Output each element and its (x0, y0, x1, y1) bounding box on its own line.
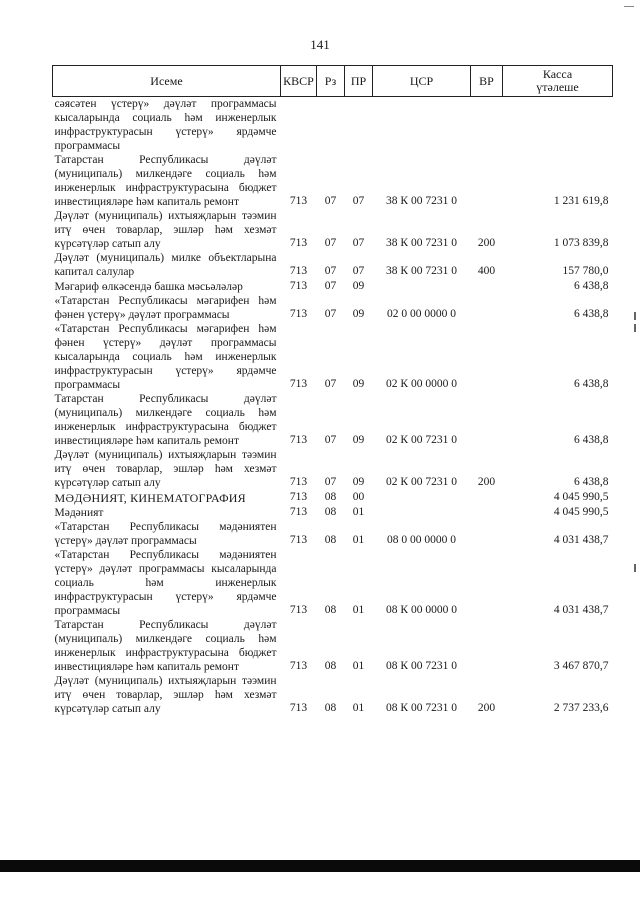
row-csr-cell: 02 0 00 0000 0 (387, 308, 456, 320)
row-kvsr-cell: 713 (289, 660, 308, 672)
row-rz-cell: 07 (324, 280, 337, 292)
table-row (53, 505, 613, 520)
row-rz-cell: 08 (324, 702, 337, 714)
budget-execution-table (52, 65, 613, 716)
row-rz-cell (317, 97, 345, 154)
row-pr-cell: 01 (352, 506, 365, 518)
header-amount (503, 66, 613, 97)
row-rz-cell: 07 (324, 237, 337, 249)
row-amount-cell: 6 438,8 (574, 434, 609, 446)
row-csr-cell (373, 97, 471, 154)
row-pr-cell: 00 (352, 491, 365, 503)
row-amount-cell: 6 438,8 (574, 378, 609, 390)
scan-edge-mark (634, 324, 636, 332)
row-kvsr-cell (281, 97, 317, 154)
row-pr-cell: 09 (352, 280, 365, 292)
row-vr-cell: 200 (477, 237, 496, 249)
row-csr-cell (373, 505, 471, 520)
row-rz-cell: 08 (324, 604, 337, 616)
row-name-cell: МӘДӘНИЯТ, КИНЕМАТОГРАФИЯ (54, 491, 246, 505)
row-name-cell: Татарстан Республикасы дәүләт (муниципаль) милкендәге социаль һәм инженерлык инфраструктурасына бюджет инвестицияләре һәм капиталь ремонт (54, 393, 277, 447)
row-amount-cell: 1 231 619,8 (553, 195, 609, 207)
row-vr-cell (471, 279, 503, 294)
header-amount-line2: үтәлеше (536, 80, 579, 94)
row-vr-cell (471, 520, 503, 548)
table-row (53, 322, 613, 392)
row-kvsr-cell: 713 (289, 491, 308, 503)
row-amount-cell (503, 97, 613, 154)
row-kvsr-cell: 713 (289, 506, 308, 518)
row-rz-cell: 07 (324, 378, 337, 390)
row-csr-cell: 02 К 00 0000 0 (386, 378, 457, 390)
row-name-cell: Татарстан Республикасы дәүләт (муниципаль) милкендәге социаль һәм инженерлык инфраструктурасына бюджет инвестицияләре һәм капиталь ремонт (54, 619, 277, 673)
row-kvsr-cell: 713 (289, 195, 308, 207)
row-name-cell: «Татарстан Республикасы мәдәниятен үстерү» дәүләт программасы кысаларында социаль һәм инженерлык инфраструктурасын үстерү» ярдәмче программасы (54, 549, 277, 617)
row-rz-cell: 08 (324, 534, 337, 546)
row-csr-cell: 38 К 00 7231 0 (386, 195, 457, 207)
row-kvsr-cell: 713 (289, 265, 308, 277)
scan-bottom-border (0, 860, 640, 872)
row-kvsr-cell: 713 (289, 308, 308, 320)
row-csr-cell: 08 К 00 7231 0 (386, 702, 457, 714)
table-row (53, 490, 613, 505)
row-kvsr-cell: 713 (289, 237, 308, 249)
row-amount-cell: 3 467 870,7 (553, 660, 609, 672)
header-rz: Рз (317, 66, 345, 97)
row-csr-cell: 38 К 00 7231 0 (386, 237, 457, 249)
row-amount-cell: 4 045 990,5 (553, 506, 609, 518)
row-amount-cell: 4 031 438,7 (553, 534, 609, 546)
row-csr-cell: 08 К 00 7231 0 (386, 660, 457, 672)
table-row (53, 448, 613, 490)
table-header (53, 66, 613, 97)
row-vr-cell (471, 505, 503, 520)
row-pr-cell: 09 (352, 308, 365, 320)
row-amount-cell: 157 780,0 (562, 265, 609, 277)
row-vr-cell: 400 (477, 265, 496, 277)
row-rz-cell: 07 (324, 265, 337, 277)
row-kvsr-cell: 713 (289, 702, 308, 714)
table-row (53, 294, 613, 322)
row-kvsr-cell: 713 (289, 280, 308, 292)
row-kvsr-cell: 713 (289, 378, 308, 390)
row-amount-cell: 4 031 438,7 (553, 604, 609, 616)
header-vr: ВР (471, 66, 503, 97)
row-kvsr-cell: 713 (289, 534, 308, 546)
row-kvsr-cell: 713 (289, 476, 308, 488)
row-vr-cell (471, 322, 503, 392)
row-name-cell: «Татарстан Республикасы мәдәниятен үстерү» дәүләт программасы (54, 521, 277, 547)
row-rz-cell: 07 (324, 195, 337, 207)
row-pr-cell: 07 (352, 265, 365, 277)
header-name: Исеме (53, 66, 281, 97)
scan-corner-mark (624, 6, 634, 7)
row-name-cell: сәясәтен үстерү» дәүләт программасы кысаларында социаль һәм инженерлык инфраструктурасын үстерү» ярдәмче программасы (54, 98, 277, 152)
row-vr-cell (471, 392, 503, 448)
row-name-cell: Татарстан Республикасы дәүләт (муниципаль) милкендәге социаль һәм инженерлык инфраструктурасына бюджет инвестицияләре һәм капиталь ремонт (54, 154, 277, 208)
row-pr-cell: 01 (352, 702, 365, 714)
header-amount-line1: Касса (542, 67, 573, 81)
table-row (53, 97, 613, 154)
row-vr-cell (471, 618, 503, 674)
row-name-cell: Дәүләт (муниципаль) ихтыяҗларын тәэмин итү өчен товарлар, эшләр һәм хезмәт күрсәтүләр сатып алу (54, 675, 277, 715)
row-name-cell: «Татарстан Республикасы мәгарифен һәм фәнен үстерү» дәүләт программасы (54, 295, 277, 321)
row-rz-cell: 08 (324, 506, 337, 518)
row-vr-cell: 200 (477, 702, 496, 714)
row-vr-cell (471, 294, 503, 322)
scan-edge-mark (634, 312, 636, 320)
row-amount-cell: 6 438,8 (574, 476, 609, 488)
row-pr-cell: 01 (352, 604, 365, 616)
row-amount-cell: 6 438,8 (574, 308, 609, 320)
row-vr-cell (471, 97, 503, 154)
page-number: 141 (310, 37, 330, 52)
row-csr-cell (373, 279, 471, 294)
row-pr-cell: 09 (352, 476, 365, 488)
row-pr-cell: 01 (352, 660, 365, 672)
row-pr-cell (345, 97, 373, 154)
row-pr-cell: 07 (352, 195, 365, 207)
row-csr-cell: 02 К 00 7231 0 (386, 434, 457, 446)
row-amount-cell: 6 438,8 (574, 280, 609, 292)
header-kvsr: КВСР (281, 66, 317, 97)
row-csr-cell: 08 К 00 0000 0 (386, 604, 457, 616)
row-csr-cell: 38 К 00 7231 0 (386, 265, 457, 277)
row-name-cell: «Татарстан Республикасы мәгарифен һәм фәнен үстерү» дәүләт программасы кысаларында социаль һәм инженерлык инфраструктурасын үстерү» ярдәмче программасы (54, 323, 277, 391)
row-name-cell: Мәгариф өлкәсендә башка мәсьәләләр (54, 281, 243, 293)
table-row (53, 520, 613, 548)
row-amount-cell: 4 045 990,5 (553, 491, 609, 503)
row-rz-cell: 08 (324, 660, 337, 672)
row-rz-cell: 08 (324, 491, 337, 503)
row-csr-cell (373, 490, 471, 505)
row-pr-cell: 07 (352, 237, 365, 249)
table-body (53, 97, 613, 717)
row-pr-cell: 09 (352, 378, 365, 390)
row-vr-cell (471, 490, 503, 505)
row-pr-cell: 09 (352, 434, 365, 446)
row-csr-cell: 08 0 00 0000 0 (387, 534, 456, 546)
row-amount-cell: 1 073 839,8 (553, 237, 609, 249)
header-csr: ЦСР (373, 66, 471, 97)
row-name-cell: Мәдәният (54, 507, 104, 519)
row-rz-cell: 07 (324, 434, 337, 446)
row-rz-cell: 07 (324, 476, 337, 488)
row-csr-cell: 02 К 00 7231 0 (386, 476, 457, 488)
table-row (53, 674, 613, 716)
row-rz-cell: 07 (324, 308, 337, 320)
table-row (53, 548, 613, 618)
row-kvsr-cell: 713 (289, 604, 308, 616)
table-row (53, 209, 613, 251)
table-row (53, 279, 613, 294)
row-pr-cell: 01 (352, 534, 365, 546)
header-pr: ПР (345, 66, 373, 97)
row-name-cell: Дәүләт (муниципаль) ихтыяҗларын тәэмин итү өчен товарлар, эшләр һәм хезмәт күрсәтүләр сатып алу (54, 449, 277, 489)
row-amount-cell: 2 737 233,6 (553, 702, 609, 714)
row-vr-cell (471, 153, 503, 209)
scan-edge-mark (634, 564, 636, 572)
row-kvsr-cell: 713 (289, 434, 308, 446)
table-row (53, 392, 613, 448)
budget-table-container (52, 65, 612, 716)
table-row (53, 618, 613, 674)
row-name-cell: Дәүләт (муниципаль) милке объектларына капитал салулар (54, 252, 277, 278)
row-vr-cell (471, 548, 503, 618)
row-vr-cell: 200 (477, 476, 496, 488)
table-row (53, 251, 613, 279)
row-name-cell: Дәүләт (муниципаль) ихтыяҗларын тәэмин итү өчен товарлар, эшләр һәм хезмәт күрсәтүләр сатып алу (54, 210, 277, 250)
table-row (53, 153, 613, 209)
